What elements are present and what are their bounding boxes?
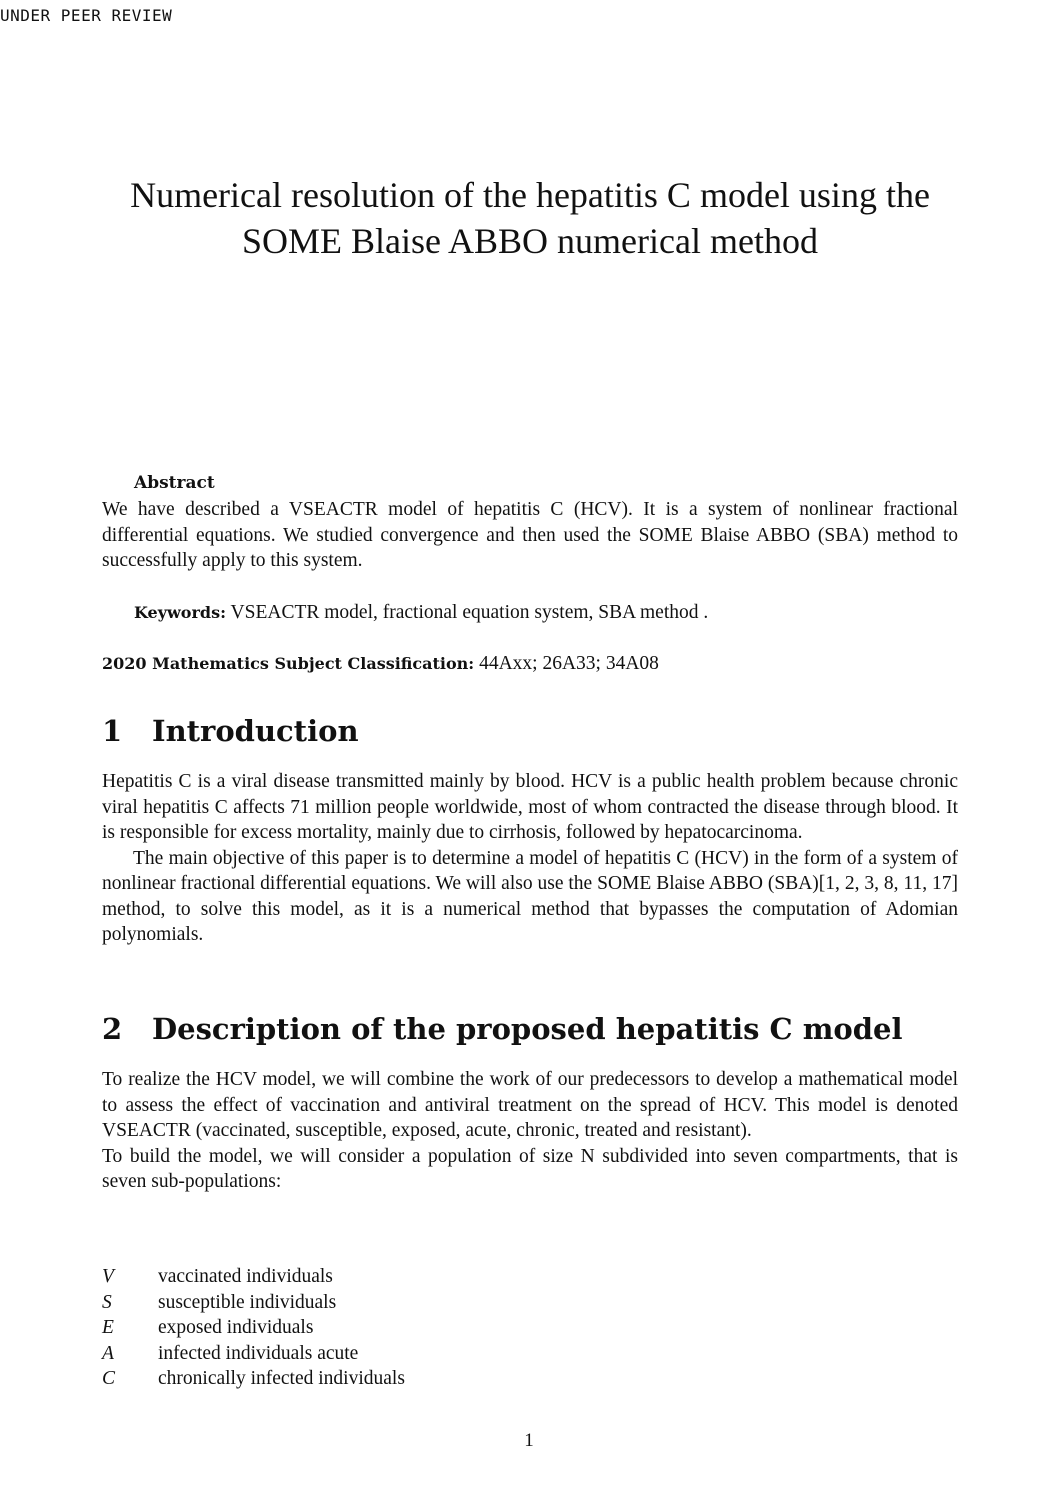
title-line-1: Numerical resolution of the hepatitis C model using the (130, 175, 930, 215)
compartment-description: susceptible individuals (158, 1291, 337, 1313)
section-2-number: 2 (102, 1012, 123, 1046)
section-1-paragraph: Hepatitis C is a viral disease transmitted mainly by blood. HCV is a public health problem because chronic viral hepatitis C affects 71 million people worldwide, most of whom contracted the disease through blood. It is responsible for excess mortality, mainly due to cirrhosis, followed by hepatocarcinoma. (102, 771, 958, 843)
section-1-number: 1 (102, 714, 123, 748)
section-1-title: Introduction (152, 714, 359, 748)
msc-text: 44Axx; 26A33; 34A08 (479, 653, 659, 674)
compartment-list (102, 1264, 702, 1392)
keywords-text: VSEACTR model, fractional equation system, SBA method . (230, 602, 709, 623)
abstract-heading: Abstract (134, 473, 215, 493)
compartment-description: chronically infected individuals (158, 1368, 405, 1389)
section-1-paragraph: The main objective of this paper is to determine a model of hepatitis C (HCV) in the form of a system of nonlinear fractional differential equations. We will also use the SOME Blaise ABBO (SBA)[1, 2, 3, 8, 11, 17] method, to solve this model, as it is a numerical method that bypasses the computation of Adomian polynomials. (102, 847, 958, 945)
compartment-item (102, 1341, 702, 1367)
compartment-description: exposed individuals (158, 1317, 314, 1338)
abstract-text: We have described a VSEACTR model of hepatitis C (HCV). It is a system of nonlinear fractional differential equations. We studied convergence and then used the SOME Blaise ABBO (SBA) method to successfully apply to this system. (102, 499, 958, 571)
page-number: 1 (524, 1430, 534, 1451)
compartment-item (102, 1264, 702, 1290)
section-1-body (102, 769, 958, 948)
paper-title (60, 172, 1000, 264)
section-2-paragraph: To realize the HCV model, we will combine the work of our predecessors to develop a mathematical model to assess the effect of vaccination and antiviral treatment on the spread of HCV. This model is denoted VSEACTR (vaccinated, susceptible, exposed, acute, chronic, treated and resistant). (102, 1069, 958, 1141)
section-2-title: Description of the proposed hepatitis C model (152, 1012, 903, 1046)
subject-classification (102, 651, 958, 677)
msc-label: 2020 Mathematics Subject Classification: (102, 654, 475, 673)
compartment-item (102, 1366, 702, 1392)
section-2-heading (102, 1012, 903, 1046)
compartment-symbol: E (102, 1317, 114, 1338)
section-1-heading (102, 714, 359, 748)
compartment-symbol: V (102, 1266, 114, 1287)
compartment-description: infected individuals acute (158, 1342, 359, 1364)
title-line-2: SOME Blaise ABBO numerical method (242, 221, 818, 261)
compartment-description: vaccinated individuals (158, 1266, 333, 1287)
keywords (134, 600, 958, 626)
peer-review-header: UNDER PEER REVIEW (0, 6, 173, 25)
section-2-body (102, 1067, 958, 1195)
section-2-paragraph: To build the model, we will consider a population of size N subdivided into seven compartments, that is seven sub-populations: (102, 1145, 958, 1192)
compartment-item (102, 1315, 702, 1341)
keywords-label: Keywords: (134, 603, 227, 622)
compartment-symbol: A (102, 1342, 114, 1364)
compartment-symbol: C (102, 1368, 116, 1389)
compartment-symbol: S (102, 1291, 112, 1313)
compartment-item (102, 1290, 702, 1316)
